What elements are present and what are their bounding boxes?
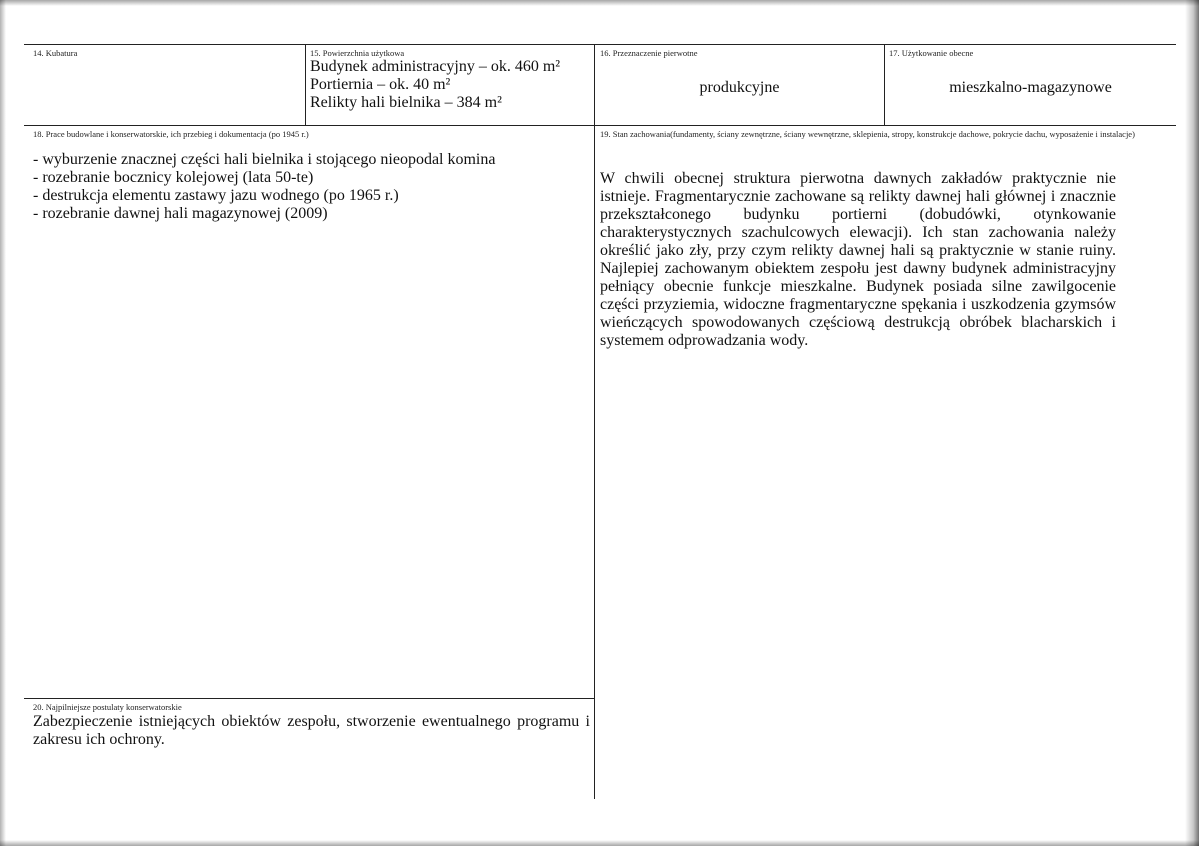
scan-edge-left <box>0 0 6 846</box>
field19-label: 19. Stan zachowania(fundamenty, ściany zewnętrzne, ściany wewnętrzne, sklepienia, stropy, konstrukcje dachowe, pokrycie dachu, wyposażenie i instalacje) <box>600 129 1135 139</box>
field18-item: - rozebranie bocznicy kolejowej (lata 50-te) <box>33 169 314 186</box>
top-rule <box>24 44 1176 45</box>
field17-label: 17. Użytkowanie obecne <box>889 48 974 58</box>
field15-label: 15. Powierzchnia użytkowa <box>310 48 405 58</box>
field18-label: 18. Prace budowlane i konserwatorskie, ich przebieg i dokumentacja (po 1945 r.) <box>33 129 309 139</box>
scan-edge-top <box>0 0 1199 6</box>
field20-text: Zabezpieczenie istniejących obiektów zespołu, stworzenie ewentualnego programu i zakresu ich ochrony. <box>33 713 590 748</box>
field15-line-2: Portiernia – ok. 40 m² <box>310 76 451 93</box>
field18-item: - destrukcja elementu zastawy jazu wodnego (po 1965 r.) <box>33 187 399 204</box>
field19-text: W chwili obecnej struktura pierwotna dawnych zakładów praktycznie nie istnieje. Fragmentarycznie zachowane są relikty dawnej hali głównej i znacznie przekształconego budynku portierni (dobudówki, otynkowanie charakterystycznych szachulcowych elewacji). Ich stan zachowania należy określić jako zły, przy czym relikty dawnej hali są praktycznie w stanie ruiny. Najlepiej zachowanym obiektem zespołu jest dawny budynek administracyjny pełniący obecnie funkcje mieszkalne. Budynek posiada silne zawilgocenie części przyziemia, widoczne fragmentaryczne spękania i uszkodzenia gzymsów wieńczących spowodowanych częściową destrukcją obróbek blacharskich i systemem odprowadzania wody. <box>600 170 1116 349</box>
field20-top-rule <box>24 698 595 699</box>
col-divider-main <box>594 44 595 799</box>
field16-value: produkcyjne <box>699 79 780 96</box>
field15-line-1: Budynek administracyjny – ok. 460 m² <box>310 58 561 75</box>
field18-item: - wyburzenie znacznej części hali bielnika i stojącego nieopodal komina <box>33 151 496 168</box>
field17-value: mieszkalno-magazynowe <box>949 79 1112 96</box>
col-divider-1 <box>305 44 306 126</box>
scan-edge-right <box>1185 0 1199 846</box>
field18-list <box>33 151 588 223</box>
field20-label: 20. Najpilniejsze postulaty konserwatorskie <box>33 702 182 712</box>
field16-label: 16. Przeznaczenie pierwotne <box>600 48 698 58</box>
row1-bottom-rule <box>24 125 1176 126</box>
scan-edge-bottom <box>0 840 1199 846</box>
field15-line-3: Relikty hali bielnika – 384 m² <box>310 94 502 111</box>
field14-label: 14. Kubatura <box>33 48 78 58</box>
field18-item: - rozebranie dawnej hali magazynowej (2009) <box>33 205 328 222</box>
